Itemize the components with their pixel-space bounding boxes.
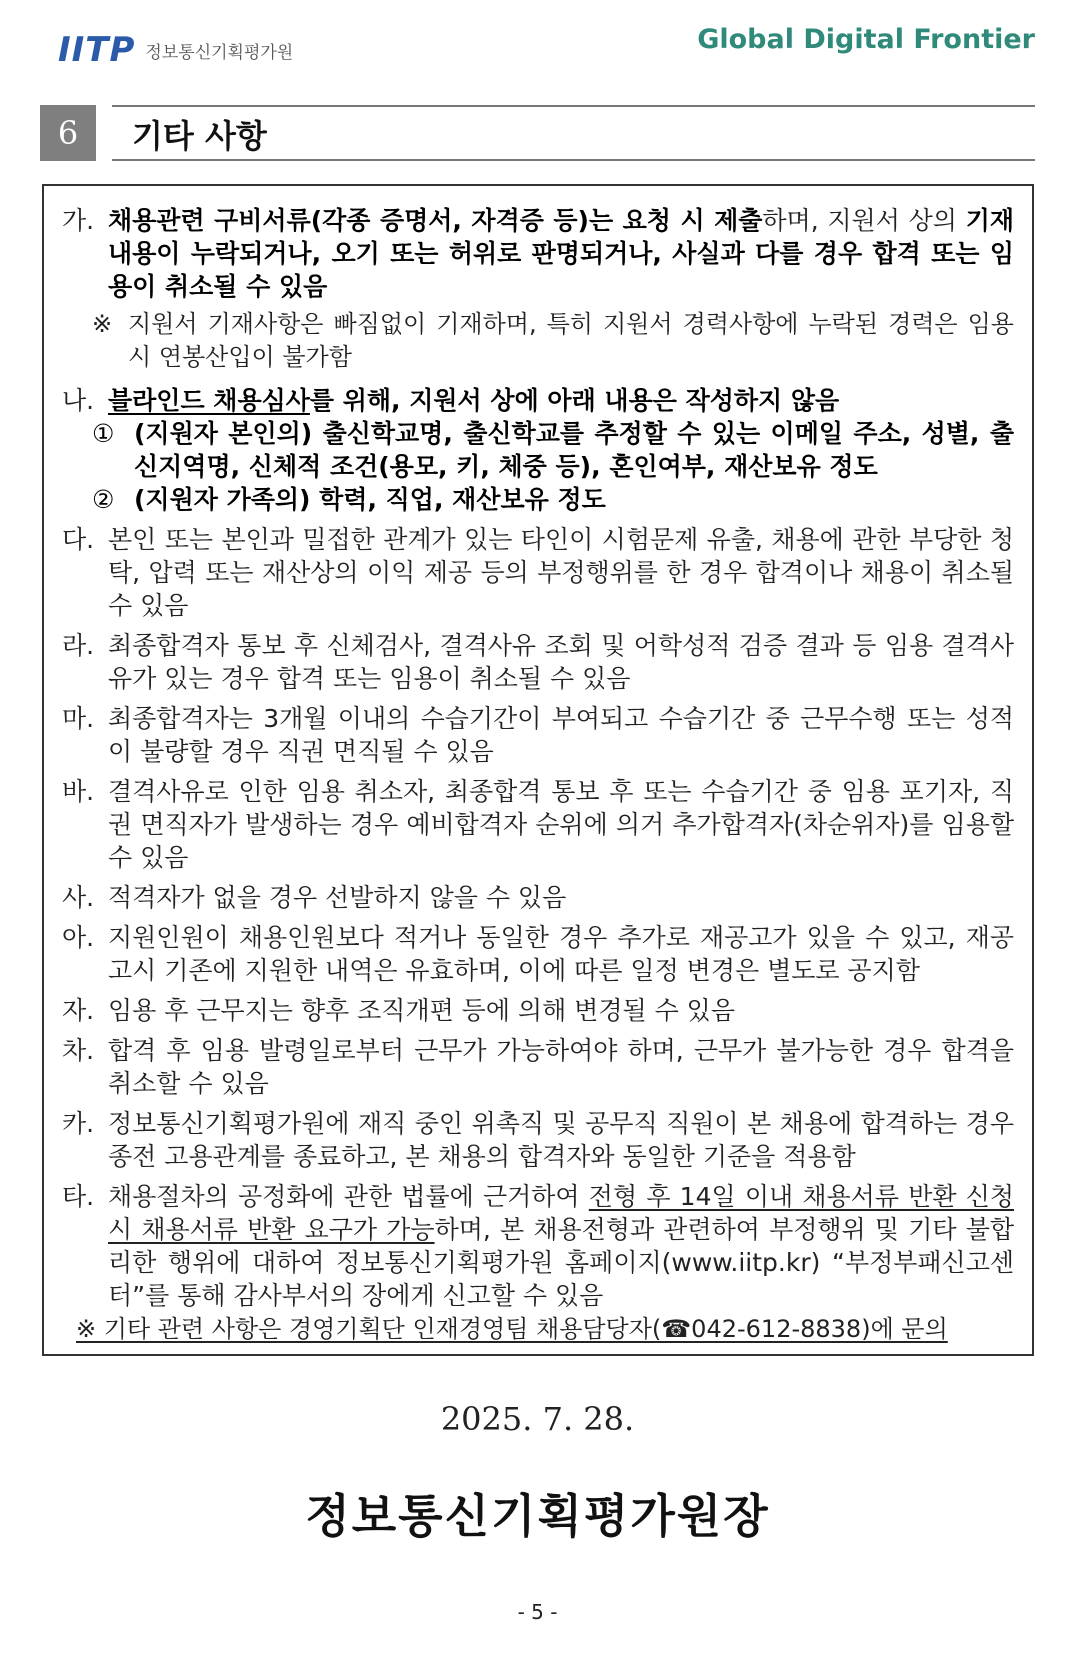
item-label: 가. (62, 206, 95, 235)
list-item (62, 204, 1014, 303)
sub-item-text: (지원자 가족의) 학력, 직업, 재산보유 정도 (134, 485, 606, 514)
item-label: 타. (62, 1182, 95, 1211)
item-text: 적격자가 없을 경우 선발하지 않을 수 있음 (108, 883, 567, 912)
sub-item-label: ② (92, 485, 115, 514)
item-underlined-text: 전형 후 14일 이내 채용서류 반환 신청 시 채용서류 반환 요구가 가능 (108, 1182, 1015, 1244)
item-label: 나. (62, 386, 95, 415)
section-rule-bottom (112, 159, 1035, 161)
note-text: 지원서 기재사항은 빠짐없이 기재하며, 특히 지원서 경력사항에 누락된 경력은 임용 시 연봉산입이 불가함 (128, 310, 1014, 371)
item-underlined-text: 블라인드 채용심사 (108, 386, 310, 415)
item-note (92, 308, 1014, 374)
item-label: 사. (62, 883, 95, 912)
item-plain-text: 하며, 지원서 상의 (762, 206, 966, 235)
item-bold-text: 채용관련 구비서류(각종 증명서, 자격증 등)는 요청 시 제출 (108, 206, 763, 235)
sub-item-label: ① (92, 419, 115, 448)
item-label: 자. (62, 996, 95, 1025)
page-number: - 5 - (517, 1600, 558, 1624)
list-item (62, 629, 1014, 695)
page-header (0, 0, 1075, 90)
list-item (62, 775, 1014, 874)
item-label: 라. (62, 631, 95, 660)
item-text (108, 204, 1014, 303)
item-text: 정보통신기획평가원에 재직 중인 위촉직 및 공무직 직원이 본 채용에 합격하는 경우 종전 고용관계를 종료하고, 본 채용의 합격자와 동일한 기준을 적용함 (108, 1109, 1014, 1171)
item-text: 합격 후 임용 발령일로부터 근무가 가능하여야 하며, 근무가 불가능한 경우 합격을 취소할 수 있음 (108, 1036, 1014, 1098)
list-item (62, 1034, 1014, 1100)
item-text: 최종합격자는 3개월 이내의 수습기간이 부여되고 수습기간 중 근무수행 또는 성적이 불량할 경우 직권 면직될 수 있음 (108, 704, 1014, 766)
sub-item-text: (지원자 본인의) 출신학교명, 출신학교를 추정할 수 있는 이메일 주소, 성별, 출신지역명, 신체적 조건(용모, 키, 체중 등), 혼인여부, 재산보유 정도 (134, 419, 1014, 481)
item-text: 결격사유로 인한 임용 취소자, 최종합격 통보 후 또는 수습기간 중 임용 포기자, 직권 면직자가 발생하는 경우 예비합격자 순위에 의거 추가합격자(차순위자)를 임용할 수 있음 (108, 777, 1014, 872)
issuer-signature: 정보통신기획평가원장 (305, 1489, 770, 1543)
list-item (62, 921, 1014, 987)
section-title: 기타 사항 (132, 117, 267, 155)
item-label: 아. (62, 923, 95, 952)
section-rule-top (112, 105, 1035, 107)
item-text: 본인 또는 본인과 밀접한 관계가 있는 타인이 시험문제 유출, 채용에 관한 부당한 청탁, 압력 또는 재산상의 이익 제공 등의 부정행위를 한 경우 합격이나 채용이 취소될 수 있음 (108, 525, 1014, 620)
item-bold-text: 기재내용이 누락되거나, 오기 또는 허위로 판명되거나, 사실과 다를 경우 합격 또는 임용이 취소될 수 있음 (108, 206, 1014, 301)
notice-box (42, 184, 1034, 1356)
item-text: 지원인원이 채용인원보다 적거나 동일한 경우 추가로 재공고가 있을 수 있고, 재공고시 기존에 지원한 내역은 유효하며, 이에 따른 일정 변경은 별도로 공지함 (108, 923, 1014, 985)
sub-item (92, 483, 1014, 516)
item-text (108, 1180, 1014, 1312)
logo-mark: IITP (58, 30, 136, 70)
item-plain-text: 하며, 본 채용전형과 관련하여 부정행위 및 기타 불합리한 행위에 대하여 정보통신기획평가원 홈페이지(www.iitp.kr) “부정부패신고센터”를 통해 감사부서의 장에게 신고할 수 있음 (108, 1215, 1014, 1310)
item-label: 바. (62, 777, 95, 806)
item-label: 차. (62, 1036, 95, 1065)
item-bold-text: 를 위해, 지원서 상에 아래 내용은 작성하지 않음 (309, 386, 840, 415)
list-item (62, 881, 1014, 914)
section-heading (40, 105, 1035, 161)
item-label: 다. (62, 525, 95, 554)
sub-item (92, 417, 1014, 483)
item-label: 마. (62, 704, 95, 733)
item-text: 최종합격자 통보 후 신체검사, 결격사유 조회 및 어학성적 검증 결과 등 임용 결격사유가 있는 경우 합격 또는 임용이 취소될 수 있음 (108, 631, 1014, 693)
list-item (62, 994, 1014, 1027)
section-number: 6 (40, 105, 96, 161)
note-mark: ※ (92, 310, 113, 338)
item-text: 임용 후 근무지는 향후 조직개편 등에 의해 변경될 수 있음 (108, 996, 735, 1025)
iitp-logo (58, 30, 293, 70)
item-label: 카. (62, 1109, 95, 1138)
notice-date: 2025. 7. 28. (440, 1400, 635, 1438)
contact-footnote: ※ 기타 관련 사항은 경영기획단 인재경영팀 채용담당자(☎042-612-8838)에 문의 (76, 1315, 948, 1343)
item-plain-text: 채용절차의 공정화에 관한 법률에 근거하여 (108, 1182, 589, 1211)
list-item (62, 1107, 1014, 1173)
list-item (62, 523, 1014, 622)
header-tagline: Global Digital Frontier (697, 24, 1035, 55)
list-item (62, 702, 1014, 768)
logo-org-name: 정보통신기획평가원 (145, 42, 294, 63)
item-text (108, 384, 1014, 417)
notice-items (62, 204, 1014, 1319)
list-item (62, 384, 1014, 417)
list-item (62, 1180, 1014, 1312)
